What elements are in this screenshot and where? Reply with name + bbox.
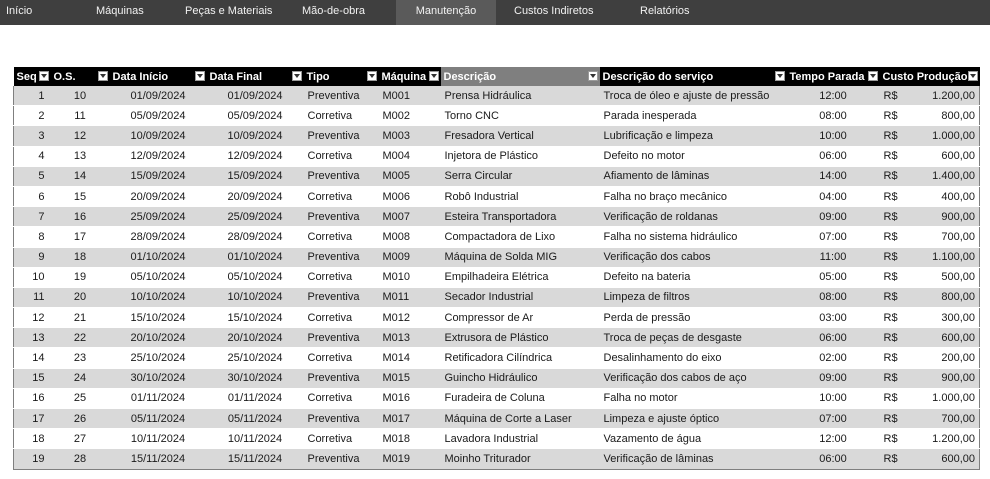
cell-data-inicio[interactable]: 10/09/2024 bbox=[110, 126, 207, 146]
filter-dropdown-icon[interactable] bbox=[968, 71, 978, 81]
cell-data-inicio[interactable]: 05/10/2024 bbox=[110, 267, 207, 287]
filter-dropdown-icon[interactable] bbox=[775, 71, 785, 81]
cell-tempo-parada[interactable]: 04:00 bbox=[787, 186, 880, 206]
cell-data-final[interactable]: 25/10/2024 bbox=[207, 348, 304, 368]
col-header-data-final[interactable]: Data Final bbox=[207, 67, 304, 86]
table-body bbox=[14, 86, 980, 469]
cell-descricao-servico[interactable]: Perda de pressão bbox=[600, 308, 787, 328]
cell-maquina[interactable]: M010 bbox=[379, 267, 441, 287]
cell-maquina[interactable]: M015 bbox=[379, 368, 441, 388]
cell-descricao[interactable]: Secador Industrial bbox=[441, 287, 600, 307]
table-row[interactable] bbox=[14, 388, 980, 408]
cell-tipo[interactable]: Corretiva bbox=[304, 348, 379, 368]
cell-descricao-servico[interactable]: Lubrificação e limpeza bbox=[600, 126, 787, 146]
currency-symbol: R$ bbox=[883, 412, 898, 425]
table-row[interactable] bbox=[14, 186, 980, 206]
cell-tipo[interactable]: Preventiva bbox=[304, 409, 379, 429]
cell-descricao[interactable]: Empilhadeira Elétrica bbox=[441, 267, 600, 287]
cell-seq[interactable]: 12 bbox=[14, 308, 51, 328]
cell-descricao-servico[interactable]: Desalinhamento do eixo bbox=[600, 348, 787, 368]
currency-symbol: R$ bbox=[883, 452, 898, 465]
cell-descricao-servico[interactable]: Troca de óleo e ajuste de pressão bbox=[600, 86, 787, 106]
amount-value: 500,00 bbox=[941, 271, 975, 284]
cell-descricao-servico[interactable]: Falha no motor bbox=[600, 388, 787, 408]
cell-os[interactable]: 19 bbox=[51, 267, 110, 287]
cell-descricao[interactable]: Prensa Hidráulica bbox=[441, 86, 600, 106]
cell-seq[interactable]: 15 bbox=[14, 368, 51, 388]
cell-descricao-servico[interactable]: Verificação dos cabos bbox=[600, 247, 787, 267]
cell-maquina[interactable]: M016 bbox=[379, 388, 441, 408]
cell-tipo[interactable]: Corretiva bbox=[304, 429, 379, 449]
amount-value: 1.000,00 bbox=[932, 129, 975, 142]
top-nav bbox=[0, 0, 990, 25]
cell-os[interactable]: 10 bbox=[51, 86, 110, 106]
cell-tempo-parada[interactable]: 12:00 bbox=[787, 86, 880, 106]
cell-tempo-parada[interactable]: 05:00 bbox=[787, 267, 880, 287]
amount-value: 300,00 bbox=[941, 311, 975, 324]
cell-tipo[interactable]: Corretiva bbox=[304, 227, 379, 247]
cell-data-inicio[interactable]: 05/09/2024 bbox=[110, 106, 207, 126]
cell-descricao-servico[interactable]: Verificação dos cabos de aço bbox=[600, 368, 787, 388]
cell-seq[interactable]: 19 bbox=[14, 449, 51, 469]
amount-value: 800,00 bbox=[941, 109, 975, 122]
cell-seq[interactable]: 16 bbox=[14, 388, 51, 408]
col-header-custo-producao[interactable]: Custo Produção bbox=[880, 67, 980, 86]
cell-os[interactable]: 14 bbox=[51, 166, 110, 186]
currency-symbol: R$ bbox=[883, 271, 898, 284]
cell-descricao[interactable]: Robô Industrial bbox=[441, 186, 600, 206]
amount-value: 600,00 bbox=[941, 331, 975, 344]
cell-data-inicio[interactable]: 01/11/2024 bbox=[110, 388, 207, 408]
filter-dropdown-icon[interactable] bbox=[429, 71, 439, 81]
cell-tipo[interactable]: Preventiva bbox=[304, 449, 379, 469]
col-header-maquina[interactable]: Máquina bbox=[379, 67, 441, 86]
col-header-tempo-parada[interactable]: Tempo Parada bbox=[787, 67, 880, 86]
cell-tempo-parada[interactable]: 11:00 bbox=[787, 247, 880, 267]
col-header-data-inicio[interactable]: Data Início bbox=[110, 67, 207, 86]
cell-descricao[interactable]: Extrusora de Plástico bbox=[441, 328, 600, 348]
cell-data-final[interactable]: 01/10/2024 bbox=[207, 247, 304, 267]
cell-tipo[interactable]: Corretiva bbox=[304, 186, 379, 206]
table-row[interactable] bbox=[14, 267, 980, 287]
cell-custo-producao[interactable] bbox=[880, 348, 980, 368]
table-row[interactable] bbox=[14, 409, 980, 429]
table-row[interactable] bbox=[14, 207, 980, 227]
cell-data-final[interactable]: 01/09/2024 bbox=[207, 86, 304, 106]
cell-descricao[interactable]: Torno CNC bbox=[441, 106, 600, 126]
cell-maquina[interactable]: M019 bbox=[379, 449, 441, 469]
cell-descricao[interactable]: Fresadora Vertical bbox=[441, 126, 600, 146]
cell-os[interactable]: 24 bbox=[51, 368, 110, 388]
cell-data-final[interactable]: 01/11/2024 bbox=[207, 388, 304, 408]
cell-maquina[interactable]: M014 bbox=[379, 348, 441, 368]
maintenance-table-wrapper bbox=[13, 67, 979, 470]
cell-tipo[interactable]: Corretiva bbox=[304, 106, 379, 126]
cell-data-inicio[interactable]: 15/11/2024 bbox=[110, 449, 207, 469]
cell-custo-producao[interactable] bbox=[880, 328, 980, 348]
cell-descricao[interactable]: Furadeira de Coluna bbox=[441, 388, 600, 408]
cell-seq[interactable]: 7 bbox=[14, 207, 51, 227]
cell-seq[interactable]: 2 bbox=[14, 106, 51, 126]
nav-pecas-materiais[interactable]: Peças e Materiais bbox=[185, 5, 273, 17]
cell-os[interactable]: 21 bbox=[51, 308, 110, 328]
table-row[interactable] bbox=[14, 287, 980, 307]
col-header-seq[interactable]: Seq bbox=[14, 67, 51, 86]
nav-inicio[interactable]: Início bbox=[6, 5, 33, 17]
cell-descricao[interactable]: Máquina de Solda MIG bbox=[441, 247, 600, 267]
cell-maquina[interactable]: M005 bbox=[379, 166, 441, 186]
cell-custo-producao[interactable] bbox=[880, 308, 980, 328]
currency-symbol: R$ bbox=[883, 190, 898, 203]
cell-maquina[interactable]: M012 bbox=[379, 308, 441, 328]
cell-custo-producao[interactable] bbox=[880, 409, 980, 429]
cell-descricao-servico[interactable]: Troca de peças de desgaste bbox=[600, 328, 787, 348]
filter-dropdown-icon[interactable] bbox=[588, 71, 598, 81]
cell-tempo-parada[interactable]: 06:00 bbox=[787, 449, 880, 469]
cell-tipo[interactable]: Preventiva bbox=[304, 328, 379, 348]
cell-data-final[interactable]: 28/09/2024 bbox=[207, 227, 304, 247]
cell-data-final[interactable]: 15/10/2024 bbox=[207, 308, 304, 328]
cell-data-final[interactable]: 05/11/2024 bbox=[207, 409, 304, 429]
nav-custos-indiretos[interactable]: Custos Indiretos bbox=[514, 5, 594, 17]
cell-tipo[interactable]: Corretiva bbox=[304, 308, 379, 328]
cell-seq[interactable]: 1 bbox=[14, 86, 51, 106]
cell-data-inicio[interactable]: 25/10/2024 bbox=[110, 348, 207, 368]
currency-symbol: R$ bbox=[883, 210, 898, 223]
cell-data-final[interactable]: 15/11/2024 bbox=[207, 449, 304, 469]
table-row[interactable] bbox=[14, 429, 980, 449]
cell-custo-producao[interactable] bbox=[880, 227, 980, 247]
cell-data-final[interactable]: 20/09/2024 bbox=[207, 186, 304, 206]
cell-seq[interactable]: 4 bbox=[14, 146, 51, 166]
cell-descricao-servico[interactable]: Defeito no motor bbox=[600, 146, 787, 166]
table-row[interactable] bbox=[14, 247, 980, 267]
cell-seq[interactable]: 8 bbox=[14, 227, 51, 247]
amount-value: 200,00 bbox=[941, 352, 975, 365]
cell-tempo-parada[interactable]: 10:00 bbox=[787, 126, 880, 146]
cell-custo-producao[interactable] bbox=[880, 368, 980, 388]
cell-os[interactable]: 16 bbox=[51, 207, 110, 227]
table-row[interactable] bbox=[14, 106, 980, 126]
cell-custo-producao[interactable] bbox=[880, 247, 980, 267]
amount-value: 1.200,00 bbox=[932, 89, 975, 102]
cell-seq[interactable]: 18 bbox=[14, 429, 51, 449]
cell-maquina[interactable]: M009 bbox=[379, 247, 441, 267]
cell-data-inicio[interactable]: 20/09/2024 bbox=[110, 186, 207, 206]
cell-descricao-servico[interactable]: Falha no sistema hidráulico bbox=[600, 227, 787, 247]
currency-symbol: R$ bbox=[883, 89, 898, 102]
cell-data-inicio[interactable]: 15/10/2024 bbox=[110, 308, 207, 328]
filter-dropdown-icon[interactable] bbox=[367, 71, 377, 81]
cell-os[interactable]: 28 bbox=[51, 449, 110, 469]
cell-tipo[interactable]: Preventiva bbox=[304, 247, 379, 267]
cell-descricao-servico[interactable]: Vazamento de água bbox=[600, 429, 787, 449]
amount-value: 900,00 bbox=[941, 210, 975, 223]
cell-maquina[interactable]: M004 bbox=[379, 146, 441, 166]
cell-maquina[interactable]: M013 bbox=[379, 328, 441, 348]
filter-dropdown-icon[interactable] bbox=[39, 71, 49, 81]
cell-seq[interactable]: 9 bbox=[14, 247, 51, 267]
cell-tempo-parada[interactable]: 07:00 bbox=[787, 227, 880, 247]
cell-tempo-parada[interactable]: 14:00 bbox=[787, 166, 880, 186]
cell-descricao-servico[interactable]: Parada inesperada bbox=[600, 106, 787, 126]
table-row[interactable] bbox=[14, 166, 980, 186]
cell-custo-producao[interactable] bbox=[880, 146, 980, 166]
currency-symbol: R$ bbox=[883, 432, 898, 445]
cell-descricao[interactable]: Máquina de Corte a Laser bbox=[441, 409, 600, 429]
cell-seq[interactable]: 17 bbox=[14, 409, 51, 429]
cell-tempo-parada[interactable]: 12:00 bbox=[787, 429, 880, 449]
cell-descricao-servico[interactable]: Afiamento de lâminas bbox=[600, 166, 787, 186]
cell-data-final[interactable]: 10/10/2024 bbox=[207, 287, 304, 307]
cell-os[interactable]: 27 bbox=[51, 429, 110, 449]
amount-value: 1.400,00 bbox=[932, 170, 975, 183]
table-row[interactable] bbox=[14, 146, 980, 166]
table-row[interactable] bbox=[14, 86, 980, 106]
cell-maquina[interactable]: M007 bbox=[379, 207, 441, 227]
cell-tipo[interactable]: Corretiva bbox=[304, 388, 379, 408]
cell-custo-producao[interactable] bbox=[880, 106, 980, 126]
currency-symbol: R$ bbox=[883, 311, 898, 324]
cell-tipo[interactable]: Preventiva bbox=[304, 368, 379, 388]
col-header-descricao-servico[interactable]: Descrição do serviço bbox=[600, 67, 787, 86]
cell-seq[interactable]: 3 bbox=[14, 126, 51, 146]
cell-os[interactable]: 12 bbox=[51, 126, 110, 146]
table-row[interactable] bbox=[14, 368, 980, 388]
cell-custo-producao[interactable] bbox=[880, 429, 980, 449]
nav-relatorios[interactable]: Relatórios bbox=[640, 5, 690, 17]
cell-tempo-parada[interactable]: 08:00 bbox=[787, 106, 880, 126]
cell-os[interactable]: 18 bbox=[51, 247, 110, 267]
cell-descricao-servico[interactable]: Limpeza e ajuste óptico bbox=[600, 409, 787, 429]
col-header-os[interactable]: O.S. bbox=[51, 67, 110, 86]
cell-data-inicio[interactable]: 10/11/2024 bbox=[110, 429, 207, 449]
currency-symbol: R$ bbox=[883, 372, 898, 385]
table-row[interactable] bbox=[14, 449, 980, 469]
cell-os[interactable]: 20 bbox=[51, 287, 110, 307]
amount-value: 400,00 bbox=[941, 190, 975, 203]
nav-mao-de-obra[interactable]: Mão-de-obra bbox=[302, 5, 365, 17]
cell-data-inicio[interactable]: 10/10/2024 bbox=[110, 287, 207, 307]
cell-os[interactable]: 11 bbox=[51, 106, 110, 126]
currency-symbol: R$ bbox=[883, 392, 898, 405]
cell-tempo-parada[interactable]: 09:00 bbox=[787, 207, 880, 227]
table-row[interactable] bbox=[14, 227, 980, 247]
cell-data-inicio[interactable]: 25/09/2024 bbox=[110, 207, 207, 227]
cell-descricao-servico[interactable]: Falha no braço mecânico bbox=[600, 186, 787, 206]
cell-maquina[interactable]: M001 bbox=[379, 86, 441, 106]
cell-custo-producao[interactable] bbox=[880, 287, 980, 307]
cell-descricao[interactable]: Guincho Hidráulico bbox=[441, 368, 600, 388]
filter-dropdown-icon[interactable] bbox=[292, 71, 302, 81]
cell-data-final[interactable]: 15/09/2024 bbox=[207, 166, 304, 186]
cell-maquina[interactable]: M008 bbox=[379, 227, 441, 247]
currency-symbol: R$ bbox=[883, 331, 898, 344]
cell-descricao[interactable]: Serra Circular bbox=[441, 166, 600, 186]
cell-descricao-servico[interactable]: Verificação de lâminas bbox=[600, 449, 787, 469]
amount-value: 1.200,00 bbox=[932, 432, 975, 445]
cell-tempo-parada[interactable]: 06:00 bbox=[787, 146, 880, 166]
cell-tipo[interactable]: Preventiva bbox=[304, 166, 379, 186]
nav-maquinas[interactable]: Máquinas bbox=[96, 5, 144, 17]
cell-data-final[interactable]: 05/10/2024 bbox=[207, 267, 304, 287]
cell-os[interactable]: 23 bbox=[51, 348, 110, 368]
currency-symbol: R$ bbox=[883, 251, 898, 264]
cell-data-inicio[interactable]: 30/10/2024 bbox=[110, 368, 207, 388]
maintenance-table bbox=[13, 67, 980, 470]
currency-symbol: R$ bbox=[883, 109, 898, 122]
cell-data-inicio[interactable]: 20/10/2024 bbox=[110, 328, 207, 348]
cell-data-inicio[interactable]: 28/09/2024 bbox=[110, 227, 207, 247]
amount-value: 800,00 bbox=[941, 291, 975, 304]
cell-os[interactable]: 15 bbox=[51, 186, 110, 206]
cell-tempo-parada[interactable]: 08:00 bbox=[787, 287, 880, 307]
cell-os[interactable]: 22 bbox=[51, 328, 110, 348]
cell-os[interactable]: 17 bbox=[51, 227, 110, 247]
currency-symbol: R$ bbox=[883, 129, 898, 142]
table-row[interactable] bbox=[14, 348, 980, 368]
amount-value: 600,00 bbox=[941, 452, 975, 465]
cell-descricao[interactable]: Injetora de Plástico bbox=[441, 146, 600, 166]
cell-tempo-parada[interactable]: 06:00 bbox=[787, 328, 880, 348]
cell-descricao[interactable]: Esteira Transportadora bbox=[441, 207, 600, 227]
cell-data-final[interactable]: 05/09/2024 bbox=[207, 106, 304, 126]
cell-custo-producao[interactable] bbox=[880, 207, 980, 227]
cell-tempo-parada[interactable]: 07:00 bbox=[787, 409, 880, 429]
table-header-row bbox=[14, 67, 980, 86]
table-row[interactable] bbox=[14, 308, 980, 328]
cell-data-inicio[interactable]: 05/11/2024 bbox=[110, 409, 207, 429]
cell-custo-producao[interactable] bbox=[880, 126, 980, 146]
amount-value: 1.100,00 bbox=[932, 251, 975, 264]
cell-data-inicio[interactable]: 01/10/2024 bbox=[110, 247, 207, 267]
cell-tempo-parada[interactable]: 03:00 bbox=[787, 308, 880, 328]
currency-symbol: R$ bbox=[883, 170, 898, 183]
filter-dropdown-icon[interactable] bbox=[868, 71, 878, 81]
cell-descricao[interactable]: Compactadora de Lixo bbox=[441, 227, 600, 247]
cell-tempo-parada[interactable]: 10:00 bbox=[787, 388, 880, 408]
cell-data-final[interactable]: 10/11/2024 bbox=[207, 429, 304, 449]
cell-tempo-parada[interactable]: 09:00 bbox=[787, 368, 880, 388]
cell-maquina[interactable]: M018 bbox=[379, 429, 441, 449]
cell-descricao-servico[interactable]: Defeito na bateria bbox=[600, 267, 787, 287]
cell-seq[interactable]: 6 bbox=[14, 186, 51, 206]
cell-maquina[interactable]: M011 bbox=[379, 287, 441, 307]
cell-data-final[interactable]: 20/10/2024 bbox=[207, 328, 304, 348]
cell-seq[interactable]: 13 bbox=[14, 328, 51, 348]
cell-custo-producao[interactable] bbox=[880, 186, 980, 206]
currency-symbol: R$ bbox=[883, 230, 898, 243]
cell-custo-producao[interactable] bbox=[880, 388, 980, 408]
amount-value: 600,00 bbox=[941, 150, 975, 163]
table-row[interactable] bbox=[14, 328, 980, 348]
cell-descricao[interactable]: Compressor de Ar bbox=[441, 308, 600, 328]
cell-descricao-servico[interactable]: Limpeza de filtros bbox=[600, 287, 787, 307]
currency-symbol: R$ bbox=[883, 150, 898, 163]
cell-custo-producao[interactable] bbox=[880, 267, 980, 287]
cell-tipo[interactable]: Corretiva bbox=[304, 267, 379, 287]
cell-descricao[interactable]: Retificadora Cilíndrica bbox=[441, 348, 600, 368]
nav-manutencao[interactable]: Manutenção bbox=[396, 0, 496, 25]
amount-value: 700,00 bbox=[941, 230, 975, 243]
cell-os[interactable]: 13 bbox=[51, 146, 110, 166]
filter-dropdown-icon[interactable] bbox=[98, 71, 108, 81]
cell-data-final[interactable]: 30/10/2024 bbox=[207, 368, 304, 388]
table-row[interactable] bbox=[14, 126, 980, 146]
cell-custo-producao[interactable] bbox=[880, 449, 980, 469]
cell-os[interactable]: 25 bbox=[51, 388, 110, 408]
filter-dropdown-icon[interactable] bbox=[195, 71, 205, 81]
cell-seq[interactable]: 10 bbox=[14, 267, 51, 287]
cell-custo-producao[interactable] bbox=[880, 166, 980, 186]
cell-seq[interactable]: 5 bbox=[14, 166, 51, 186]
cell-maquina[interactable]: M006 bbox=[379, 186, 441, 206]
cell-tipo[interactable]: Preventiva bbox=[304, 207, 379, 227]
cell-data-final[interactable]: 25/09/2024 bbox=[207, 207, 304, 227]
currency-symbol: R$ bbox=[883, 291, 898, 304]
cell-maquina[interactable]: M003 bbox=[379, 126, 441, 146]
cell-maquina[interactable]: M002 bbox=[379, 106, 441, 126]
cell-data-final[interactable]: 12/09/2024 bbox=[207, 146, 304, 166]
cell-os[interactable]: 26 bbox=[51, 409, 110, 429]
cell-custo-producao[interactable] bbox=[880, 86, 980, 106]
cell-seq[interactable]: 14 bbox=[14, 348, 51, 368]
cell-descricao[interactable]: Moinho Triturador bbox=[441, 449, 600, 469]
cell-data-inicio[interactable]: 01/09/2024 bbox=[110, 86, 207, 106]
currency-symbol: R$ bbox=[883, 352, 898, 365]
col-header-tipo[interactable]: Tipo bbox=[304, 67, 379, 86]
cell-descricao-servico[interactable]: Verificação de roldanas bbox=[600, 207, 787, 227]
cell-seq[interactable]: 11 bbox=[14, 287, 51, 307]
cell-tipo[interactable]: Preventiva bbox=[304, 86, 379, 106]
cell-data-inicio[interactable]: 15/09/2024 bbox=[110, 166, 207, 186]
cell-data-final[interactable]: 10/09/2024 bbox=[207, 126, 304, 146]
cell-tempo-parada[interactable]: 02:00 bbox=[787, 348, 880, 368]
cell-tipo[interactable]: Preventiva bbox=[304, 287, 379, 307]
cell-tipo[interactable]: Preventiva bbox=[304, 126, 379, 146]
cell-data-inicio[interactable]: 12/09/2024 bbox=[110, 146, 207, 166]
cell-tipo[interactable]: Corretiva bbox=[304, 146, 379, 166]
cell-descricao[interactable]: Lavadora Industrial bbox=[441, 429, 600, 449]
col-header-descricao[interactable]: Descrição bbox=[441, 67, 600, 86]
amount-value: 700,00 bbox=[941, 412, 975, 425]
amount-value: 900,00 bbox=[941, 372, 975, 385]
cell-maquina[interactable]: M017 bbox=[379, 409, 441, 429]
amount-value: 1.000,00 bbox=[932, 392, 975, 405]
